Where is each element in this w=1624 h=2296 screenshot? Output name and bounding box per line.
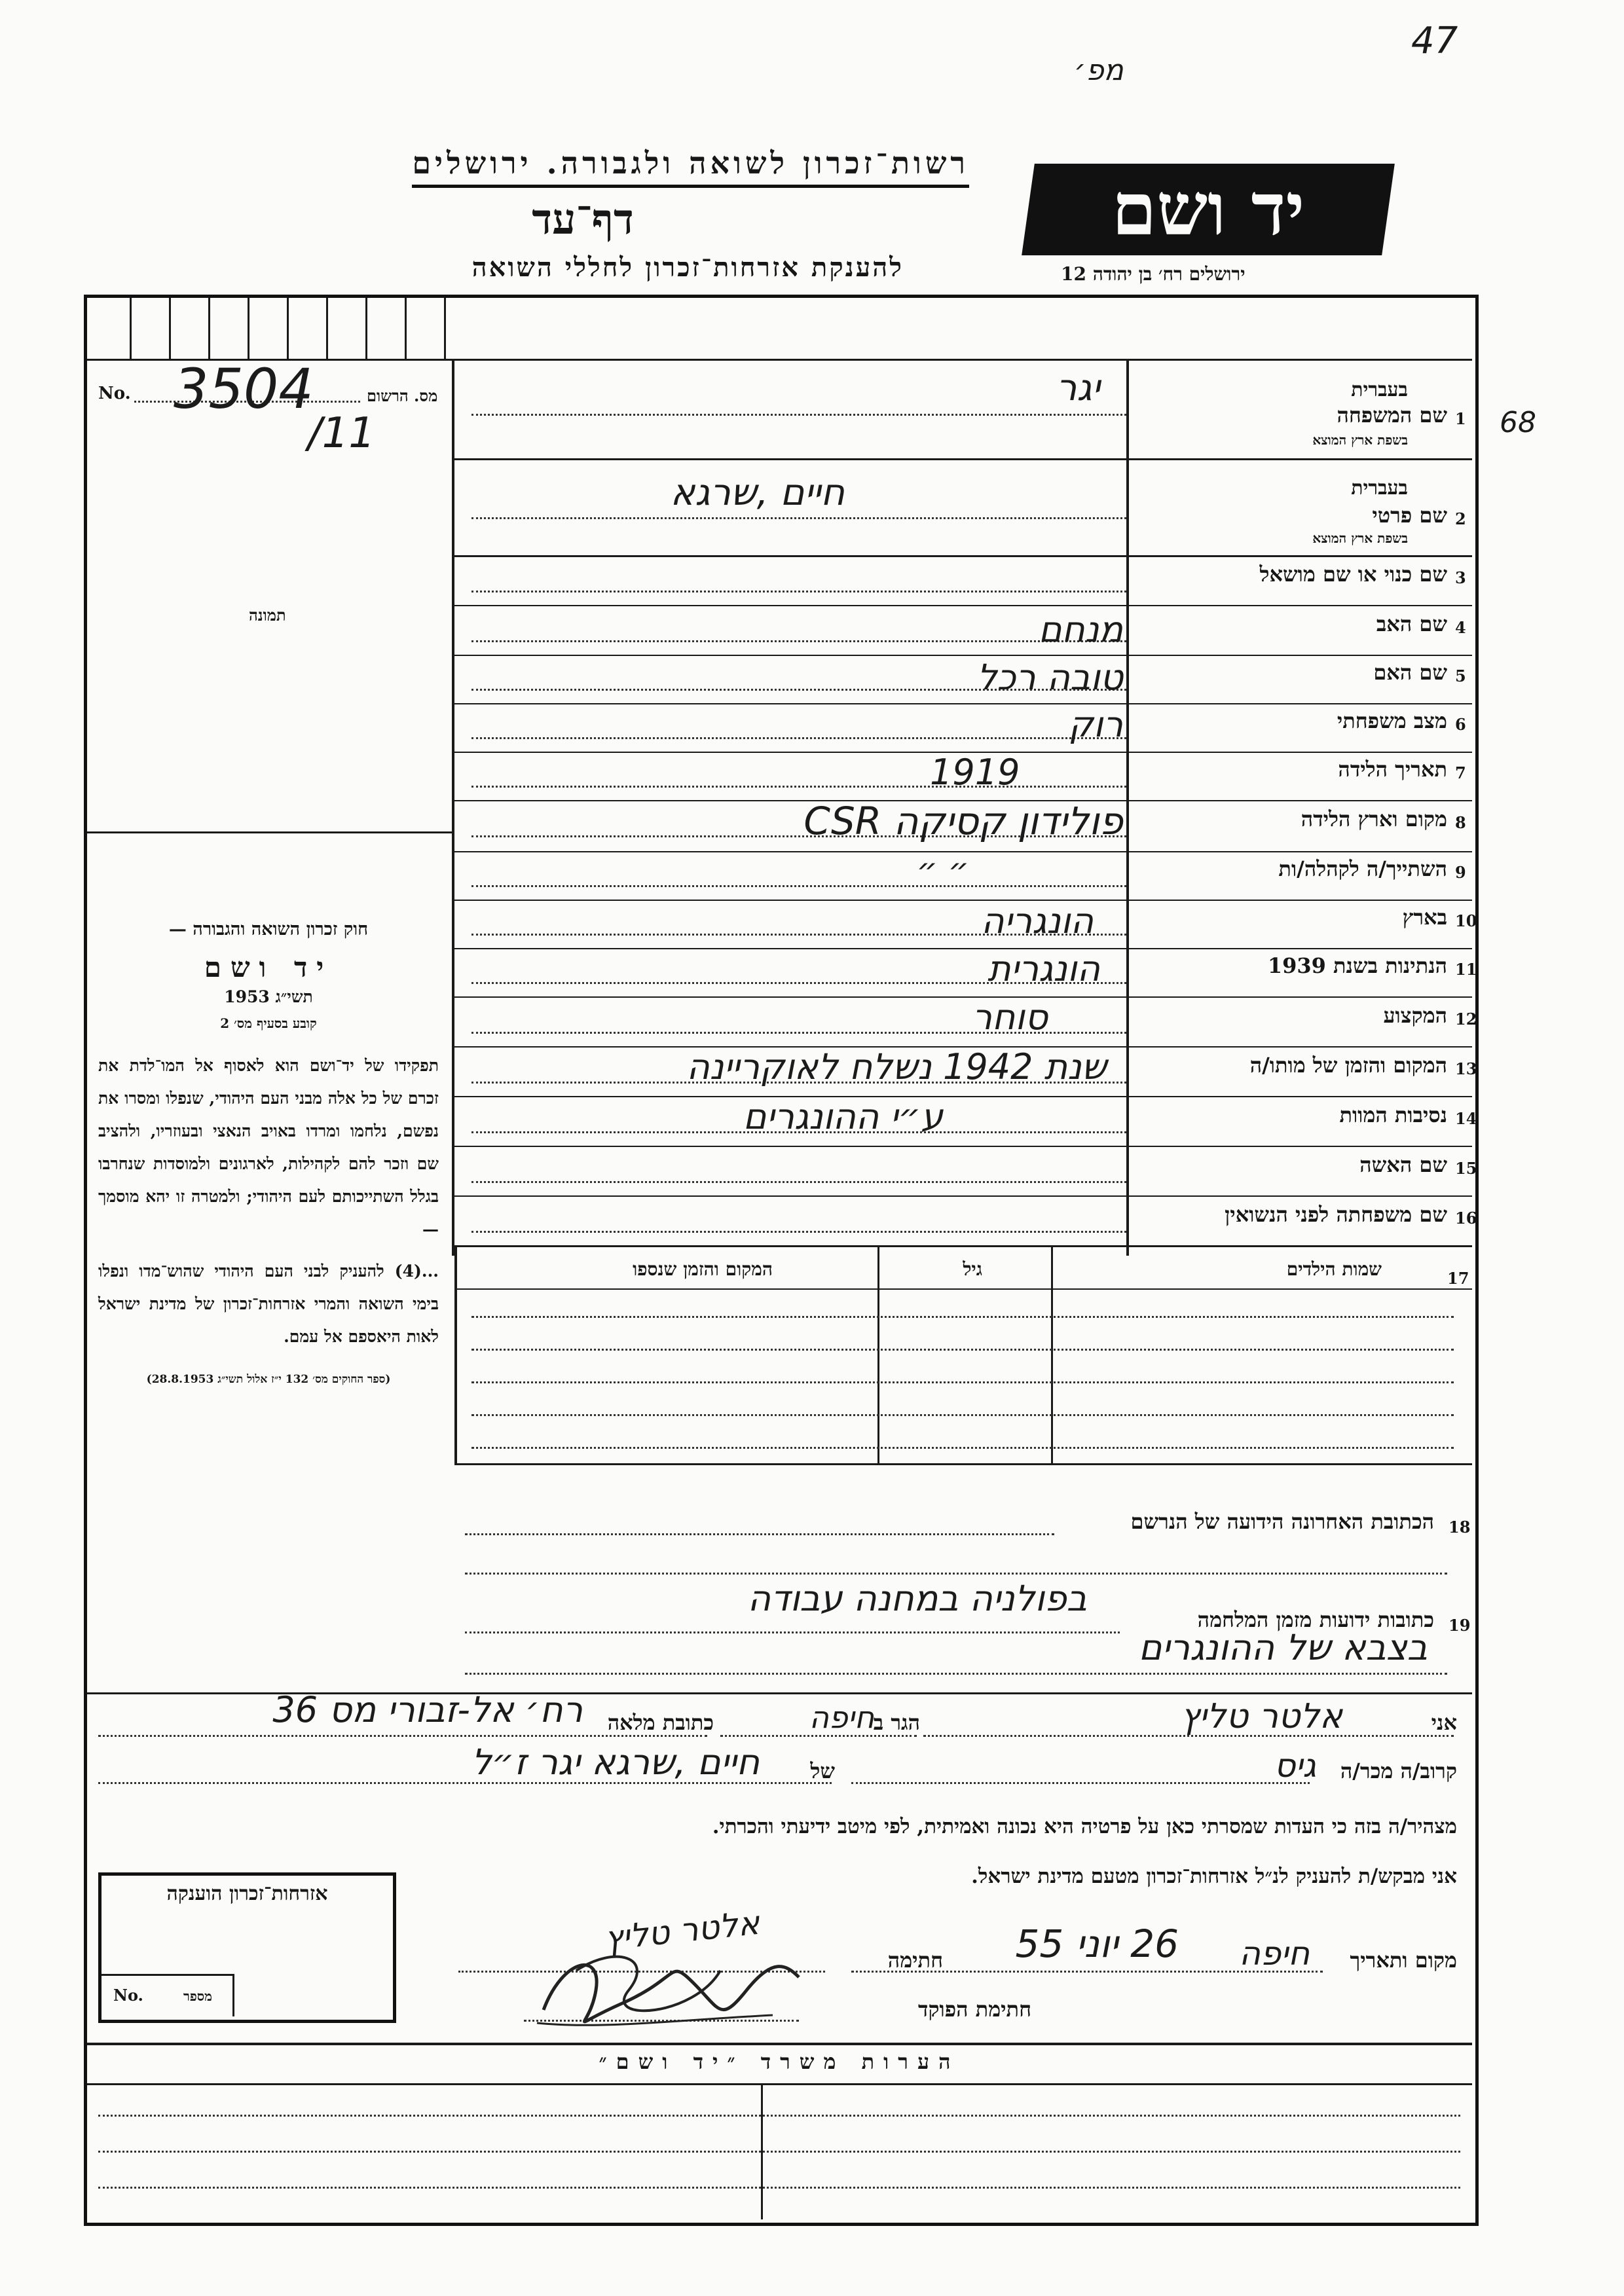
field-15-label: שם האשה — [1359, 1152, 1447, 1177]
field-2-value: חיים ,שרגא — [670, 471, 845, 514]
field-3-label: שם כנוי או שם מושאל — [1259, 562, 1447, 587]
field-2-local-label: בשפת ארץ המוצא — [1312, 530, 1408, 546]
field-9-num: 9 — [1455, 863, 1466, 882]
declaration-ani: אני — [1431, 1710, 1457, 1735]
law-paragraph-2: ...(4) להעניק לבני העם היהודי שהוש־מדו ונפלו בימי השואה והמרי אזרחות־זכרון של מדינת ישראל לאות היאספם אל עמם. — [98, 1262, 439, 1346]
field-8-value: פולידון קסיקה CSR — [803, 799, 1123, 843]
field-5-value: טובה רכל — [976, 657, 1123, 698]
field-16-num: 16 — [1455, 1209, 1477, 1228]
place-date-label: מקום ותאריך — [1350, 1948, 1457, 1973]
form-subtitle: להענקת אזרחות־זכרון לחללי השואה — [471, 252, 904, 283]
field-18-label: הכתובת האחרונה הידועה של הנרשם — [1130, 1509, 1434, 1534]
law-section — [98, 913, 439, 1386]
field-19-line-2: בצבא של ההונגרים — [1138, 1627, 1428, 1668]
field-13-label: המקום והזמן של מותו/ה — [1249, 1053, 1447, 1078]
field-8-num: 8 — [1455, 813, 1466, 832]
city: חיפה — [809, 1700, 874, 1735]
field-10-label: בארץ — [1402, 905, 1447, 930]
field-4-label: שם האב — [1376, 611, 1447, 636]
field-1-num: 1 — [1455, 409, 1466, 428]
corner-note: מפ׳ — [1074, 54, 1124, 87]
registration-mas-label: מס. הרשום — [367, 386, 438, 405]
law-reference: (ספר החוקים מס׳ 132 י״ז אלול תשי״ג 28.8.1953) — [146, 1373, 391, 1386]
field-1-local-label: בשפת ארץ המוצא — [1312, 432, 1408, 448]
field-2-num: 2 — [1455, 509, 1466, 528]
field-5-label: שם האם — [1373, 660, 1447, 685]
field-16-label: שם משפחתה לפני הנשואין — [1225, 1202, 1447, 1227]
field-2-label: שם פרטי — [1372, 503, 1447, 528]
law-year: תשי״ג 1953 — [224, 987, 313, 1006]
of-label: של — [810, 1758, 835, 1783]
office-notes-title: הערות משרד ״יד ושם״ — [599, 2049, 960, 2074]
signature-label: חתימה — [887, 1948, 943, 1973]
children-place-header: המקום והזמן שנספו — [633, 1258, 773, 1280]
declarant-signature: אלטר טליץ — [602, 1903, 762, 1958]
field-6-label: מצב משפחתי — [1337, 708, 1447, 733]
field-18-num: 18 — [1449, 1518, 1471, 1537]
address-value: רח׳ אל-זבורי מס 36 — [272, 1689, 583, 1730]
registration-no-label: No. — [98, 384, 131, 403]
relative-label: קרוב/ה מכר/ה — [1340, 1758, 1457, 1783]
children-age-header: גיל — [963, 1258, 982, 1280]
page-number: 47 — [1411, 20, 1458, 62]
field-15-num: 15 — [1455, 1159, 1477, 1178]
field-1-value: יגר — [1056, 367, 1100, 409]
field-2-hebrew-label: בעברית — [1351, 477, 1408, 500]
field-6-value: רוק — [1068, 704, 1123, 745]
award-box — [98, 1872, 396, 2023]
declaration-date: 26 יוני 55 — [1015, 1922, 1179, 1966]
field-5-num: 5 — [1455, 666, 1466, 685]
address: ירושלים רח׳ בן יהודה 12 — [1061, 263, 1246, 285]
side-note: 68 — [1500, 406, 1536, 439]
children-names-header: שמות הילדים — [1286, 1258, 1382, 1280]
field-10-value: הונגריה — [981, 900, 1094, 941]
field-7-label: תאריך הלידה — [1338, 757, 1447, 782]
award-number-label: מספר — [183, 1988, 212, 2004]
field-19-label: כתובות ידועות מזמן המלחמה — [1197, 1607, 1434, 1632]
field-1-label: שם המשפחה — [1337, 403, 1447, 428]
field-4-value: מנחם — [1038, 609, 1123, 650]
photo-label: תמונה — [249, 606, 286, 625]
resides-in-label: הגר ב — [873, 1710, 920, 1735]
law-paragraph-1: תפקידו של יד־ושם הוא לאסוף אל המו־לדת את זכרם של כל אלה מבני העם היהודי, שנפלו ומסרו את נפשם, נלחמו ומרדו באויב הנאצי ובעוזריו, ולהציב שם וזכר להם לקהילות, לארגונים ולמוסדות שנחרבו בגלל השתייכותם לעם היהודי; ולמטרה זו יהא מוסמך — — [98, 1056, 439, 1239]
field-12-label: המקצוע — [1383, 1003, 1447, 1028]
authority-title: רשות־זכרון לשואה ולגבורה. ירושלים — [412, 145, 969, 188]
field-19-line-1: בפולניה במחנה עבודה — [747, 1578, 1087, 1619]
declaration-place: חיפה — [1239, 1935, 1310, 1973]
field-9-value: ״ ״ — [916, 851, 969, 889]
award-title: אזרחות־זכרון הוענקה — [166, 1882, 328, 1905]
field-4-num: 4 — [1455, 618, 1466, 637]
field-14-value: ע״י ההונגרים — [743, 1096, 943, 1137]
declarant-name: אלטר טליץ — [1181, 1697, 1342, 1736]
field-10-num: 10 — [1455, 911, 1477, 930]
address-label: כתובת מלאה — [607, 1710, 714, 1735]
statement-2: אני מבקש/ת להעניק לנ״ל אזרחות־זכרון מטעם מדינת ישראל. — [971, 1865, 1457, 1888]
registration-number: 3504 — [174, 357, 314, 421]
field-11-label: הנתינות בשנת 1939 — [1267, 953, 1447, 978]
field-3-num: 3 — [1455, 568, 1466, 587]
law-name: יד ושם — [204, 951, 333, 983]
field-12-value: סוחר — [972, 996, 1048, 1038]
field-8-label: מקום וארץ הלידה — [1301, 807, 1447, 831]
field-11-value: הונגרית — [987, 948, 1100, 989]
field-14-label: נסיבות המוות — [1339, 1102, 1447, 1127]
statement-1: מצהיר/ה בזה כי העדות שמסרתי כאן על פרטיה היא נכונה ואמיתית, לפי מיטב ידיעתי והכרתי. — [712, 1815, 1457, 1838]
field-17-num: 17 — [1447, 1269, 1469, 1288]
field-12-num: 12 — [1455, 1010, 1477, 1029]
field-13-value: שנת 1942 נשלח לאוקריינה — [686, 1046, 1107, 1087]
official-signature — [524, 1931, 812, 2036]
logo-text: יד ושם — [1111, 167, 1305, 251]
official-signature-label: חתימת הפוקד — [918, 1997, 1031, 2022]
field-9-label: השתייך/ה לקהלה/ות — [1278, 856, 1447, 881]
registration-suffix: /11 — [308, 409, 375, 458]
yad-vashem-logo — [1022, 164, 1395, 255]
field-7-num: 7 — [1455, 763, 1466, 782]
field-6-num: 6 — [1455, 715, 1466, 734]
field-7-value: 1919 — [930, 752, 1020, 793]
field-13-num: 13 — [1455, 1059, 1477, 1078]
field-14-num: 14 — [1455, 1109, 1477, 1128]
law-clause: קובע בסעיף מס׳ 2 — [220, 1015, 317, 1031]
relative-of: חיים ,שרגא יגר ז״ל — [471, 1741, 760, 1783]
field-11-num: 11 — [1455, 960, 1477, 979]
field-1-hebrew-label: בעברית — [1351, 378, 1408, 401]
form-title: דף־עד — [532, 195, 634, 244]
relation: גיס — [1274, 1747, 1316, 1785]
field-19-num: 19 — [1449, 1616, 1471, 1635]
award-no-label: No. — [113, 1986, 143, 2005]
law-title: חוק זכרון השואה והגבורה — — [168, 919, 369, 939]
